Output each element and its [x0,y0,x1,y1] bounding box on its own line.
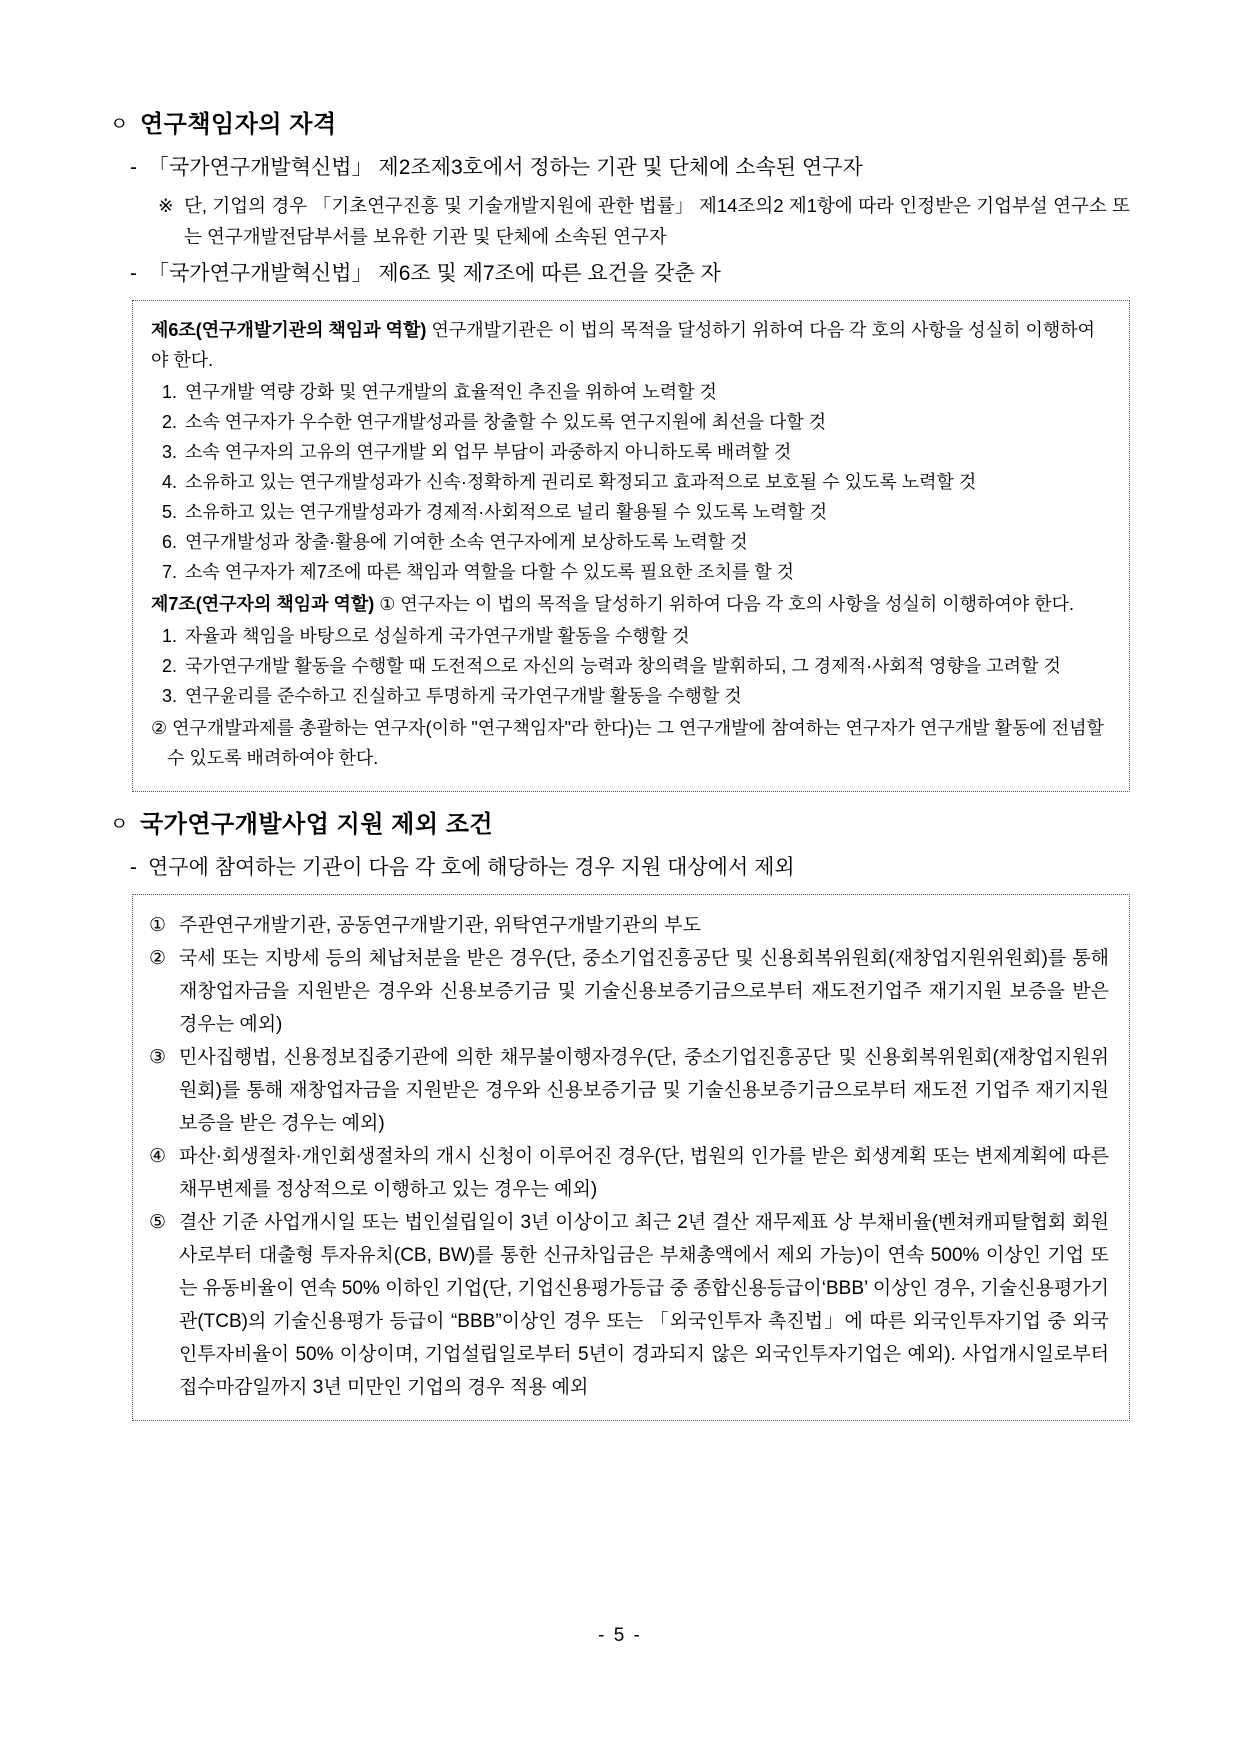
list-item [151,527,1111,557]
list-item [151,621,1111,651]
article6-item-list [151,377,1111,587]
item-text: 연구개발 역량 강화 및 연구개발의 효율적인 추진을 위하여 노력할 것 [185,382,717,402]
list-item [149,1041,1109,1140]
section-heading-text: 연구책임자의 자격 [140,111,337,138]
item-text: 국가연구개발 활동을 수행할 때 도전적으로 자신의 능력과 창의력을 발휘하되, 그 경제적·사회적 영향을 고려할 것 [185,656,1061,676]
item-text: 연구윤리를 준수하고 진실하고 투명하게 국가연구개발 활동을 수행할 것 [185,686,742,706]
exclusion-list [149,909,1109,1404]
bullet-item [130,152,1130,184]
article7-clause2: ② 연구개발과제를 총괄하는 연구자(이하 "연구책임자"라 한다)는 그 연구개발에 참여하는 연구자가 연구개발 활동에 전념할 수 있도록 배려하여야 한다. [151,718,1104,768]
item-number: 2. [161,656,177,676]
bullet-item [130,852,1130,884]
list-item [151,497,1111,527]
bullet-text: 「국가연구개발혁신법」 제2조제3호에서 정하는 기관 및 단체에 소속된 연구자 [148,156,863,179]
law-quote-box [132,300,1130,792]
note-marker: ※ [158,195,174,216]
list-item [151,681,1111,711]
item-number: 2. [161,412,177,432]
section-heading-qualification [110,110,1130,140]
article7-item-list [151,621,1111,711]
list-item [149,1140,1109,1206]
list-item [149,909,1109,942]
item-text: 소속 연구자의 고유의 연구개발 외 업무 부담이 과중하지 아니하도록 배려할 것 [185,442,792,462]
list-item [151,437,1111,467]
item-number: ④ [149,1146,167,1167]
dash-marker: - [130,262,137,285]
article6-lead-text: 연구개발기관은 이 법의 목적을 달성하기 위하여 다음 각 호의 사항을 성실히 이행하여야 한다. [151,320,1096,370]
bullet-item [130,258,1130,290]
article7-lead [151,589,1111,619]
item-text: 국세 또는 지방세 등의 체납처분을 받은 경우(단, 중소기업진흥공단 및 신용회복위원회(재창업지원위원회)를 통해 재창업자금을 지원받은 경우와 신용보증기금 및 기술신용보증기금으로부터 재도전기업주 재기지원 보증을 받은 경우는 예외) [179,948,1109,1035]
list-item [151,407,1111,437]
item-number: ① [149,915,167,936]
item-number: 3. [161,686,177,706]
section-heading-exclusion [110,810,1130,840]
article6-title: 제6조(연구개발기관의 책임과 역할) [151,320,427,340]
list-item [151,651,1111,681]
list-item [151,557,1111,587]
bullet-text: 「국가연구개발혁신법」 제6조 및 제7조에 따른 요건을 갖춘 자 [148,262,721,285]
exclusion-conditions-box [132,894,1130,1421]
item-number: 3. [161,442,177,462]
bullet-text: 연구에 참여하는 기관이 다음 각 호에 해당하는 경우 지원 대상에서 제외 [148,856,795,879]
page-content [110,110,1130,1421]
article6-lead [151,315,1111,375]
section-heading-text: 국가연구개발사업 지원 제외 조건 [140,811,494,838]
item-text: 결산 기준 사업개시일 또는 법인설립일이 3년 이상이고 최근 2년 결산 재무제표 상 부채비율(벤쳐캐피탈협회 회원사로부터 대출형 투자유치(CB, BW)를 통한 신규차입금은 부채총액에서 제외 가능)이 연속 500% 이상인 기업 또는 유동비율이 연속 50% 이하인 기업(단, 기업신용평가등급 중 종합신용등급이‘BBB’ 이상인 경우, 기술신용평가기관(TCB)의 기술신용평가 등급이 “BBB”이상인 경우 또는 「외국인투자 촉진법」에 따른 외국인투자기업 중 외국인투자비율이 50% 이상이며, 기업설립일로부터 5년이 경과되지 않은 외국인투자기업은 예외). 사업개시일로부터 접수마감일까지 3년 미만인 기업의 경우 적용 예외 [179,1212,1109,1398]
list-item [149,1206,1109,1404]
article7-title: 제7조(연구자의 책임과 역할) [151,594,375,614]
item-number: ③ [149,1047,167,1068]
dash-marker: - [130,856,137,879]
note-item [158,190,1130,252]
item-text: 소유하고 있는 연구개발성과가 신속·정확하게 권리로 확정되고 효과적으로 보호될 수 있도록 노력할 것 [185,472,977,492]
item-number: ⑤ [149,1212,167,1233]
note-text: 단, 기업의 경우 「기초연구진흥 및 기술개발지원에 관한 법률」 제14조의2 제1항에 따라 인정받은 기업부설 연구소 또는 연구개발전담부서를 보유한 기관 및 단체에 소속된 연구자 [184,195,1130,247]
item-number: 4. [161,472,177,492]
item-text: 민사집행법, 신용정보집중기관에 의한 채무불이행자경우(단, 중소기업진흥공단 및 신용회복위원회(재창업지원위원회)를 통해 재창업자금을 지원받은 경우와 신용보증기금 및 기술신용보증기금으로부터 재도전 기업주 재기지원보증을 받은 경우는 예외) [179,1047,1109,1134]
item-number: 1. [161,382,177,402]
section-bullet-marker: ㅇ [110,814,129,835]
item-number: 1. [161,626,177,646]
item-text: 파산·회생절차·개인회생절차의 개시 신청이 이루어진 경우(단, 법원의 인가를 받은 회생계획 또는 변제계획에 따른 채무변제를 정상적으로 이행하고 있는 경우는 예외) [179,1146,1109,1200]
item-number: 7. [161,562,177,582]
list-item [151,467,1111,497]
item-number: 6. [161,532,177,552]
section-bullet-marker: ㅇ [110,114,129,135]
item-text: 소속 연구자가 제7조에 따른 책임과 역할을 다할 수 있도록 필요한 조치를 할 것 [185,562,795,582]
list-item [149,942,1109,1041]
item-number: ② [149,948,167,969]
item-text: 소유하고 있는 연구개발성과가 경제적·사회적으로 널리 활용될 수 있도록 노력할 것 [185,502,828,522]
item-number: 5. [161,502,177,522]
item-text: 소속 연구자가 우수한 연구개발성과를 창출할 수 있도록 연구지원에 최선을 다할 것 [185,412,827,432]
page-number: - 5 - [598,1625,642,1646]
item-text: 주관연구개발기관, 공동연구개발기관, 위탁연구개발기관의 부도 [179,915,701,936]
item-text: 연구개발성과 창출·활용에 기여한 소속 연구자에게 보상하도록 노력할 것 [185,532,748,552]
article7-lead-text: ① 연구자는 이 법의 목적을 달성하기 위하여 다음 각 호의 사항을 성실히 이행하여야 한다. [374,594,1075,614]
dash-marker: - [130,156,137,179]
item-text: 자율과 책임을 바탕으로 성실하게 국가연구개발 활동을 수행할 것 [185,626,690,646]
list-item [151,377,1111,407]
